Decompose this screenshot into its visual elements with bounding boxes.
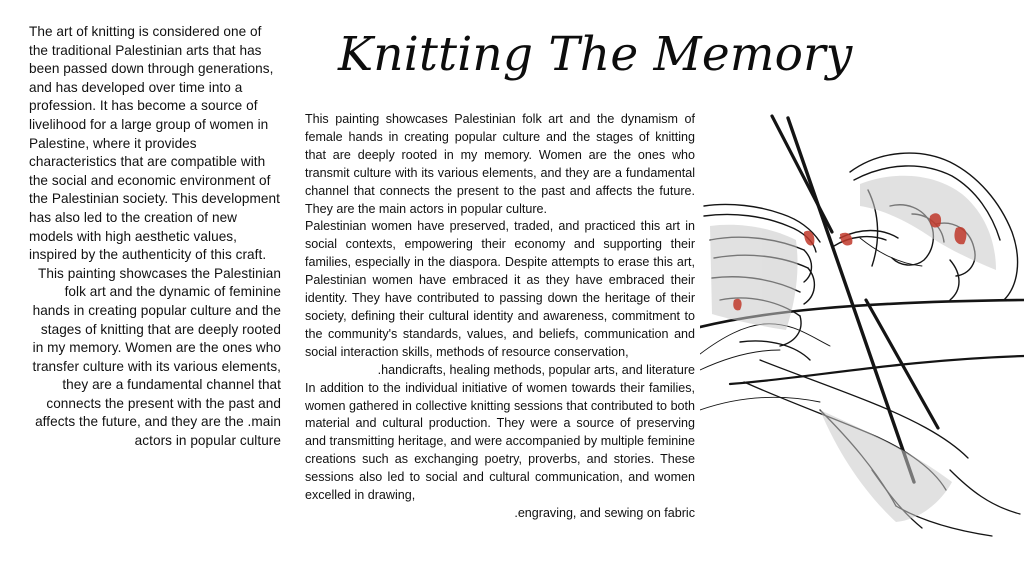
page-title: Knitting The Memory [338,27,853,82]
center-paragraph-3-trail: .engraving, and sewing on fabric [514,505,695,520]
center-paragraph-2-text: Palestinian women have preserved, traded, and practiced this art in social contexts, empowering their economy and supporting their families, especially in the diaspora. Despite attempts to erase this art, Palestinian women have embraced it as they have embraced their identity. They have contributed to passing down the heritage of their society, defining their cultural identity and awareness, commitment to the community's standards, values, and beliefs, communication and social interaction skills, methods of resource conservation, [305,219,695,359]
left-column [29,23,281,451]
center-paragraph-1: This painting showcases Palestinian folk art and the dynamism of female hands in creating popular culture and the stages of knitting that are deeply rooted in my memory. Women are the ones who transmit culture with its various elements, and they are a fundamental channel that connects the present to the past and affects the future. They are the main actors in popular culture. [305,112,695,216]
center-column [305,111,695,523]
center-paragraph-3-text: In addition to the individual initiative of women towards their families, women gathered in collective knitting sessions that contributed to both material and cultural production. They were a source of preserving and transmitting heritage, and were accompanied by multiple feminine creations such as exchanging poetry, proverbs, and stories. These sessions also led to social and cultural communication, and women excelled in drawing, [305,380,695,503]
center-paragraph-2-trail: .handicrafts, healing methods, popular arts, and literature [377,362,695,377]
intro-paragraph: The art of knitting is considered one of the traditional Palestinian arts that has been passed down through generations, and has developed over time into a profession. It has become a source of livelihood for a large group of women in Palestine, where it provides characteristics that are compatible with the social and economic environment of the Palestinian society. This development has also led to the creation of new models with high aesthetic values, inspired by the authenticity of this craft. [29,24,280,263]
summary-text: This painting showcases the Palestinian folk art and the dynamic of feminine hands in creating popular culture and the stages of knitting that are deeply rooted in my memory. Women are the ones who transfer culture with its various elements, they are a fundamental channel that connects the present with the past and affects the future, and they are the .main actors in popular culture [32,265,281,449]
center-paragraph-2 [305,218,695,379]
hand-shading [710,176,996,522]
knitting-hands-illustration [700,110,1024,550]
summary-paragraph [29,265,281,451]
center-paragraph-3 [305,380,695,523]
